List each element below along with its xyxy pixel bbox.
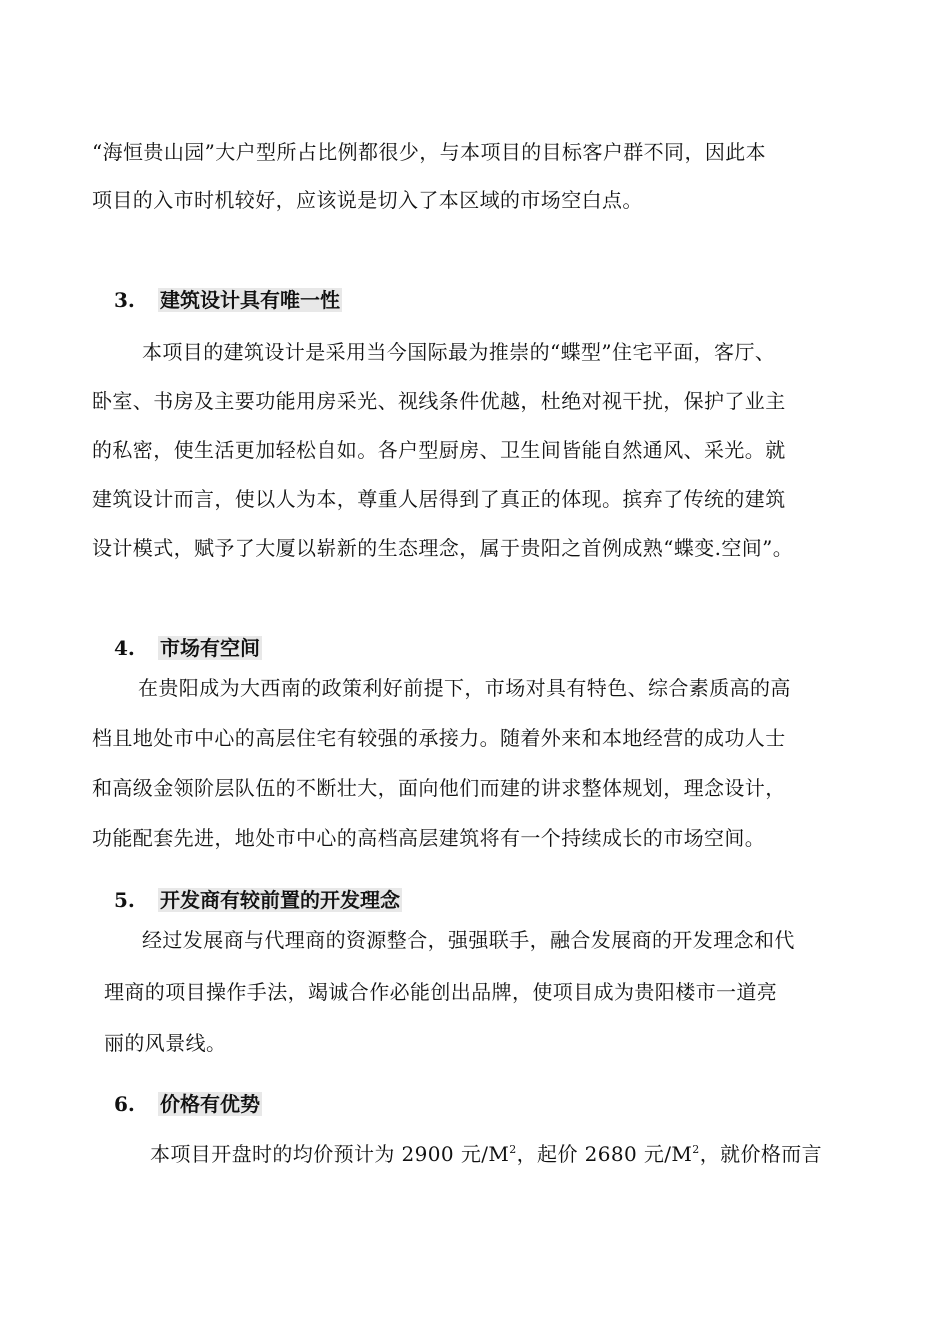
- intro-line-2: 项目的入市时机较好，应该说是切入了本区域的市场空白点。: [92, 188, 643, 212]
- price-superscript-1: 2: [509, 1143, 517, 1156]
- section-6-number: 6.: [114, 1092, 135, 1116]
- section-3-line-1: 本项目的建筑设计是采用当今国际最为推崇的“蝶型”住宅平面，客厅、: [142, 340, 776, 364]
- price-text-c: ，就价格而言: [699, 1142, 823, 1166]
- section-4-title: 市场有空间: [160, 636, 260, 660]
- section-6-title: 价格有优势: [160, 1092, 260, 1116]
- section-4-line-1: 在贵阳成为大西南的政策利好前提下，市场对具有特色、综合素质高的高: [138, 676, 791, 700]
- section-5-line-1: 经过发展商与代理商的资源整合，强强联手，融合发展商的开发理念和代: [142, 928, 795, 952]
- price-text-a: 本项目开盘时的均价预计为 2900 元/M: [150, 1142, 510, 1166]
- section-4-number: 4.: [114, 636, 135, 660]
- section-5-line-2: 理商的项目操作手法，竭诚合作必能创出品牌，使项目成为贵阳楼市一道亮: [104, 980, 778, 1004]
- section-3-heading: [114, 287, 342, 313]
- section-5-heading: [114, 887, 402, 913]
- section-4-line-2: 档且地处市中心的高层住宅有较强的承接力。随着外来和本地经营的成功人士: [92, 726, 786, 750]
- section-3-line-4: 建筑设计而言，使以人为本，尊重人居得到了真正的体现。摈弃了传统的建筑: [92, 487, 786, 511]
- section-3-number: 3.: [114, 288, 135, 312]
- section-4-line-4: 功能配套先进，地处市中心的高档高层建筑将有一个持续成长的市场空间。: [92, 826, 766, 850]
- section-6-line-1: [150, 1142, 822, 1166]
- intro-line-1: “海恒贵山园”大户型所占比例都很少，与本项目的目标客户群不同，因此本: [92, 140, 767, 164]
- section-4-heading: [114, 635, 262, 661]
- section-3-line-5: 设计模式，赋予了大厦以崭新的生态理念，属于贵阳之首例成熟“蝶变.空间”。: [92, 536, 794, 560]
- section-6-heading: [114, 1091, 262, 1117]
- price-text-b: ，起价 2680 元/M: [516, 1142, 693, 1166]
- section-3-line-3: 的私密，使生活更加轻松自如。各户型厨房、卫生间皆能自然通风、采光。就: [92, 438, 786, 462]
- price-superscript-2: 2: [692, 1143, 700, 1156]
- section-4-line-3: 和高级金领阶层队伍的不断壮大，面向他们而建的讲求整体规划，理念设计，: [92, 776, 786, 800]
- section-5-line-3: 丽的风景线。: [104, 1031, 227, 1055]
- section-3-line-2: 卧室、书房及主要功能用房采光、视线条件优越，杜绝对视干扰，保护了业主: [92, 389, 786, 413]
- section-5-title: 开发商有较前置的开发理念: [160, 888, 400, 912]
- section-3-title: 建筑设计具有唯一性: [160, 288, 340, 312]
- section-5-number: 5.: [114, 888, 135, 912]
